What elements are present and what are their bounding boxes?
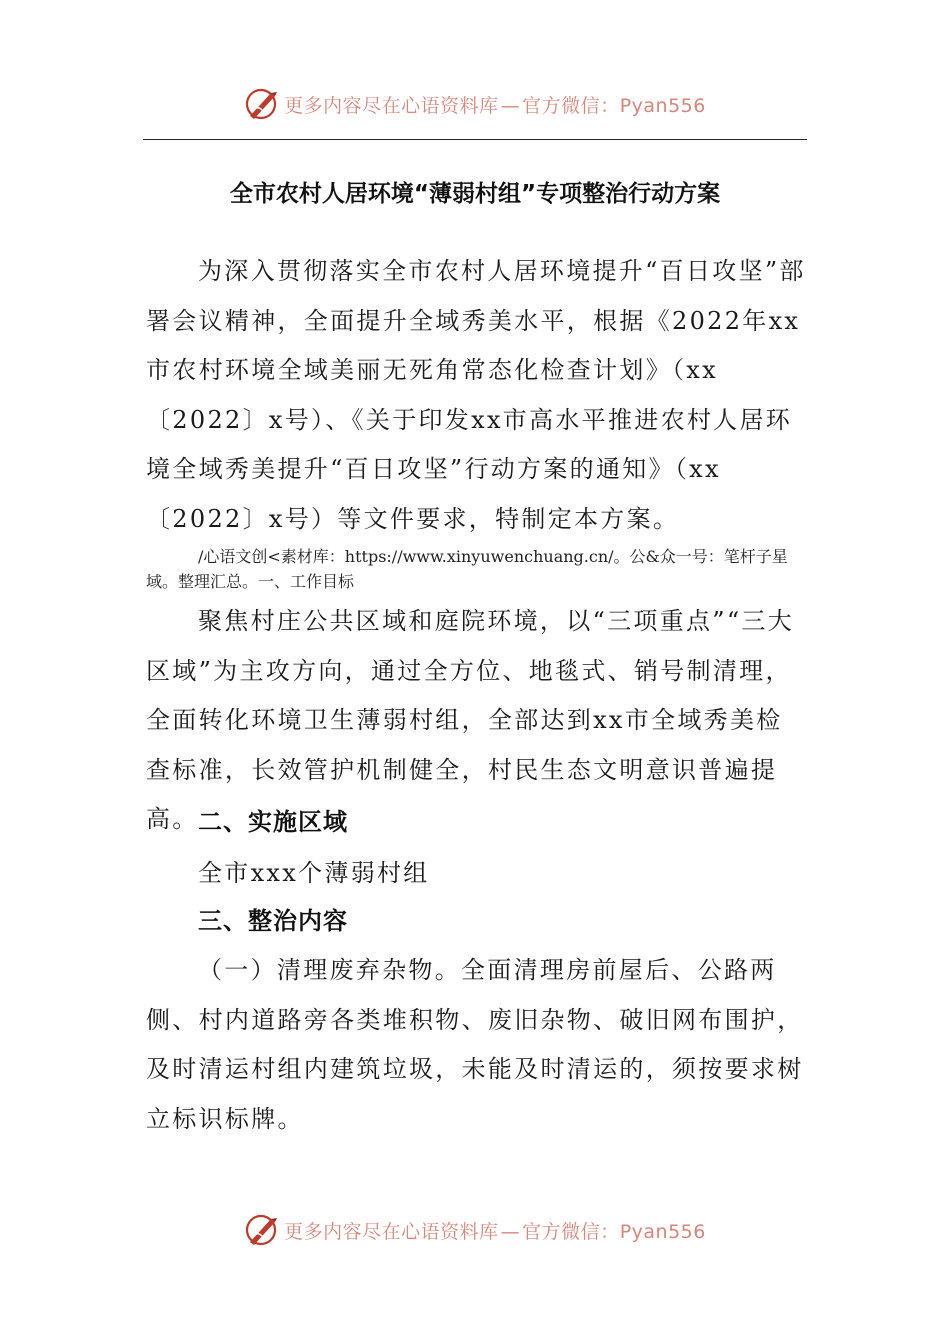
source-note: /心语文创<素材库：https://www.xinyuwenchuang.cn/。公&众一号：笔杆子星域。整理汇总。一、工作目标 <box>146 547 788 591</box>
banner-text: 更多内容尽在心语资料库 — 官方微信：Pyan556 <box>284 94 706 117</box>
pen-logo-icon <box>244 86 280 122</box>
intro-paragraph: 为深入贯彻落实全市农村人居环境提升“百日攻坚”部署会议精神，全面提升全域秀美水平，根据《2022年xx市农村环境全域美丽无死角常态化检查计划》（xx〔2022〕x号）、《关于印发xx市高水平推进农村人居环境全域秀美提升“百日攻坚”行动方案的通知》（xx〔2022〕x号）等文件要求，特制定本方案。 <box>146 257 806 533</box>
goal-paragraph: 聚焦村庄公共区域和庭院环境，以“三项重点”“三大区域”为主攻方向，通过全方位、地毯式、销号制清理，全面转化环境卫生薄弱村组，全部达到xx市全域秀美检查标准，长效管护机制健全，村民生态文明意识普遍提高。 <box>146 607 795 833</box>
section-heading-rectification-content: 三、整治内容 <box>198 907 348 935</box>
implementation-area-text: 全市xxx个薄弱村组 <box>198 859 430 887</box>
header-banner <box>0 84 950 124</box>
banner <box>244 86 706 122</box>
pen-logo-icon <box>244 1212 280 1248</box>
section-heading-implementation-area: 二、实施区域 <box>198 808 348 836</box>
banner-text: 更多内容尽在心语资料库 — 官方微信：Pyan556 <box>284 1220 706 1243</box>
document-title: 全市农村人居环境“薄弱村组”专项整治行动方案 <box>229 181 721 207</box>
rectification-item-1: （一）清理废弃杂物。全面清理房前屋后、公路两侧、村内道路旁各类堆积物、废旧杂物、破旧网布围护，及时清运村组内建筑垃圾，未能及时清运的，须按要求树立标识标牌。 <box>146 956 804 1133</box>
header-divider <box>143 139 807 140</box>
banner <box>244 1212 706 1248</box>
footer-banner <box>0 1210 950 1250</box>
